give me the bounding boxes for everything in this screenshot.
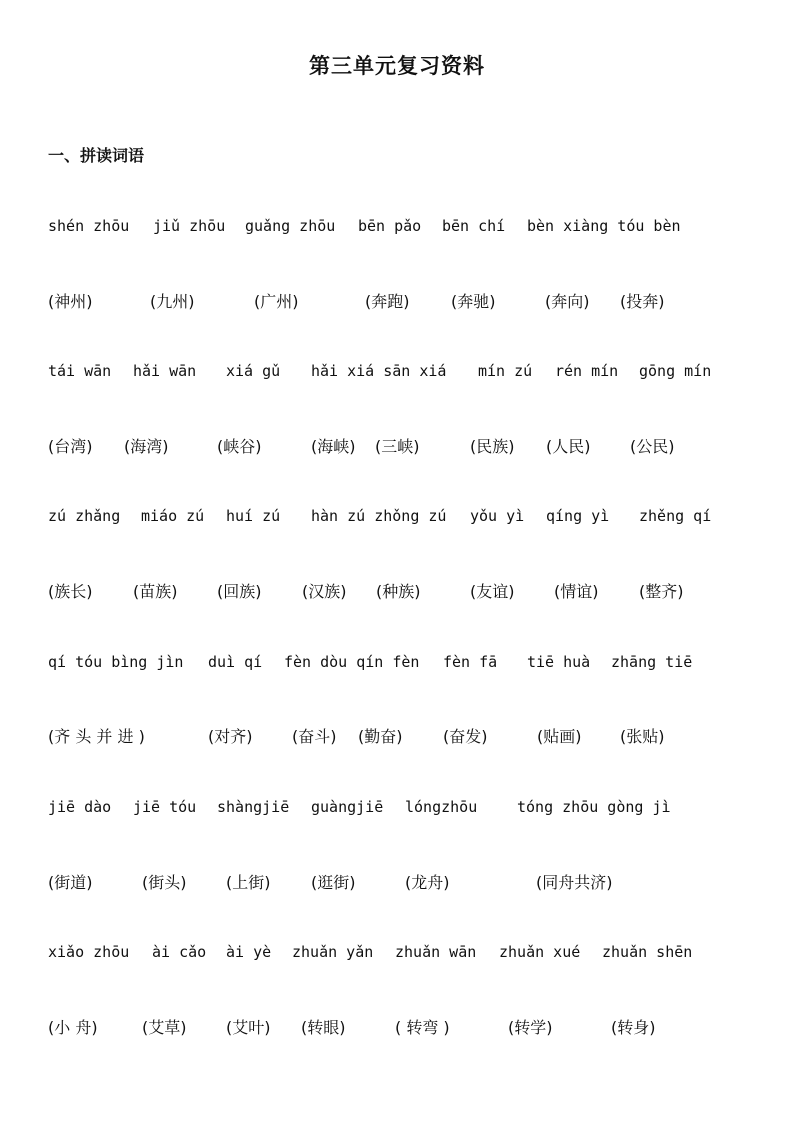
- hanzi-word: (广州): [254, 292, 299, 311]
- hanzi-word: (同舟共济): [536, 873, 613, 892]
- pinyin-word: guàngjiē: [311, 798, 384, 816]
- pinyin-word: hàn zú zhǒng zú: [311, 507, 447, 525]
- pinyin-word: ài cǎo: [152, 943, 207, 961]
- hanzi-word: (台湾): [48, 437, 93, 456]
- hanzi-word: (情谊): [554, 582, 599, 601]
- pinyin-word: shén zhōu: [48, 217, 130, 235]
- pinyin-word: tiē huà: [527, 653, 591, 671]
- pinyin-word: hǎi xiá sān xiá: [311, 362, 447, 380]
- pinyin-word: jiǔ zhōu: [153, 217, 226, 235]
- pinyin-word: zhāng tiē: [611, 653, 693, 671]
- pinyin-word: tóng zhōu gòng jì: [517, 798, 671, 816]
- pinyin-word: xiá gǔ: [226, 362, 281, 380]
- hanzi-word: (奔驰): [451, 292, 496, 311]
- pinyin-row: [0, 798, 794, 822]
- pinyin-word: xiǎo zhōu: [48, 943, 130, 961]
- hanzi-word: (齐 头 并 进 ): [48, 727, 145, 746]
- pinyin-word: huí zú: [226, 507, 281, 525]
- hanzi-word: (龙舟): [405, 873, 450, 892]
- pinyin-word: zhěng qí: [639, 507, 712, 525]
- pinyin-word: lóngzhōu: [405, 798, 478, 816]
- pinyin-word: fèn fā: [443, 653, 498, 671]
- hanzi-row: [0, 289, 794, 313]
- pinyin-word: bèn xiàng tóu bèn: [527, 217, 681, 235]
- pinyin-word: zú zhǎng: [48, 507, 121, 525]
- hanzi-row: [0, 579, 794, 603]
- hanzi-word: (贴画): [537, 727, 582, 746]
- hanzi-word: (街头): [142, 873, 187, 892]
- pinyin-row: [0, 943, 794, 967]
- hanzi-word: (三峡): [375, 437, 420, 456]
- pinyin-word: zhuǎn yǎn: [292, 943, 374, 961]
- hanzi-word: (奋发): [443, 727, 488, 746]
- pinyin-word: bēn pǎo: [358, 217, 422, 235]
- hanzi-word: (艾草): [142, 1018, 187, 1037]
- hanzi-word: (苗族): [133, 582, 178, 601]
- hanzi-word: (上街): [226, 873, 271, 892]
- hanzi-word: (转身): [611, 1018, 656, 1037]
- hanzi-word: (九州): [150, 292, 195, 311]
- pinyin-word: mín zú: [478, 362, 533, 380]
- hanzi-word: (神州): [48, 292, 93, 311]
- pinyin-word: guǎng zhōu: [245, 217, 336, 235]
- pinyin-row: [0, 217, 794, 241]
- hanzi-word: (人民): [546, 437, 591, 456]
- hanzi-word: (海湾): [124, 437, 169, 456]
- hanzi-word: ( 转弯 ): [395, 1018, 450, 1037]
- pinyin-word: tái wān: [48, 362, 112, 380]
- hanzi-word: (对齐): [208, 727, 253, 746]
- hanzi-word: (友谊): [470, 582, 515, 601]
- hanzi-row: [0, 1015, 794, 1039]
- pinyin-word: qíng yì: [546, 507, 610, 525]
- hanzi-word: (海峡): [311, 437, 356, 456]
- hanzi-row: [0, 724, 794, 748]
- hanzi-word: (转学): [508, 1018, 553, 1037]
- hanzi-word: (逛街): [311, 873, 356, 892]
- section-heading: 一、拼读词语: [48, 146, 145, 165]
- pinyin-row: [0, 653, 794, 677]
- pinyin-word: rén mín: [555, 362, 619, 380]
- hanzi-row: [0, 870, 794, 894]
- pinyin-word: qí tóu bìng jìn: [48, 653, 184, 671]
- hanzi-word: (小 舟): [48, 1018, 98, 1037]
- hanzi-word: (奔向): [545, 292, 590, 311]
- pinyin-word: fèn dòu qín fèn: [284, 653, 420, 671]
- hanzi-word: (峡谷): [217, 437, 262, 456]
- pinyin-word: shàngjiē: [217, 798, 290, 816]
- pinyin-row: [0, 362, 794, 386]
- pinyin-word: bēn chí: [442, 217, 506, 235]
- hanzi-word: (投奔): [620, 292, 665, 311]
- pinyin-word: zhuǎn wān: [395, 943, 477, 961]
- pinyin-word: ài yè: [226, 943, 272, 961]
- hanzi-word: (回族): [217, 582, 262, 601]
- pinyin-word: yǒu yì: [470, 507, 525, 525]
- pinyin-word: hǎi wān: [133, 362, 197, 380]
- hanzi-word: (奋斗): [292, 727, 337, 746]
- hanzi-word: (公民): [630, 437, 675, 456]
- hanzi-word: (整齐): [639, 582, 684, 601]
- hanzi-word: (勤奋): [358, 727, 403, 746]
- hanzi-row: [0, 434, 794, 458]
- pinyin-word: zhuǎn xué: [499, 943, 581, 961]
- hanzi-word: (转眼): [301, 1018, 346, 1037]
- hanzi-word: (汉族): [302, 582, 347, 601]
- pinyin-word: jiē dào: [48, 798, 112, 816]
- hanzi-word: (种族): [376, 582, 421, 601]
- hanzi-word: (族长): [48, 582, 93, 601]
- page-title: 第三单元复习资料: [309, 54, 485, 78]
- pinyin-row: [0, 507, 794, 531]
- hanzi-word: (奔跑): [365, 292, 410, 311]
- hanzi-word: (民族): [470, 437, 515, 456]
- pinyin-word: gōng mín: [639, 362, 712, 380]
- hanzi-word: (张贴): [620, 727, 665, 746]
- pinyin-word: jiē tóu: [133, 798, 197, 816]
- pinyin-word: miáo zú: [141, 507, 205, 525]
- pinyin-word: duì qí: [208, 653, 263, 671]
- hanzi-word: (街道): [48, 873, 93, 892]
- hanzi-word: (艾叶): [226, 1018, 271, 1037]
- pinyin-word: zhuǎn shēn: [602, 943, 693, 961]
